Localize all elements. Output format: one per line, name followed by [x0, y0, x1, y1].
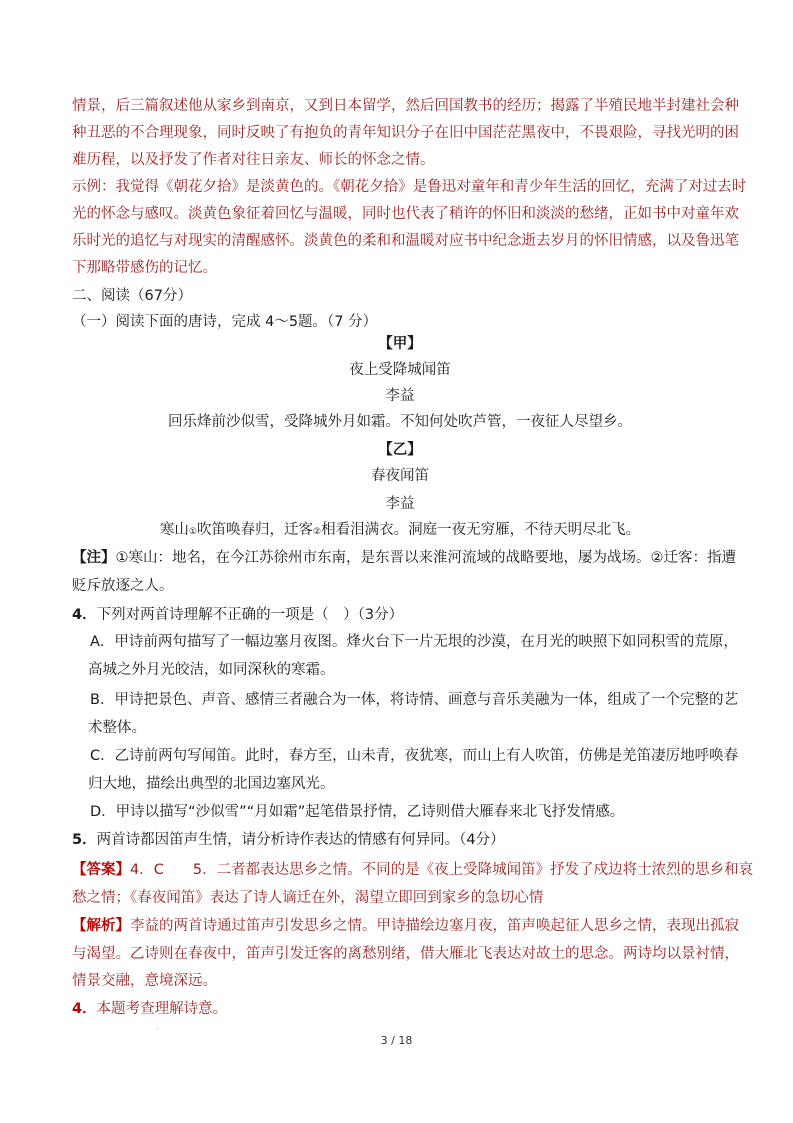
poem-text-part: 相看泪满衣。洞庭一夜无穷雁，不待天明尽北飞。	[321, 522, 641, 538]
answer-text: 4．C 5．二者都表达思乡之情。不同的是《夜上受降城闻笛》抒发了戍边将士浓烈的思乡和哀	[130, 862, 754, 878]
option-d: D．甲诗以描写“沙似雪”“月如霜”起笔借景抒情，乙诗则借大雁春来北飞抒发情感。	[90, 804, 625, 820]
option-b: B．甲诗把景色、声音、感情三者融合为一体，将诗情、画意与音乐美融为一体，组成了一个完整的艺	[90, 692, 738, 708]
poem-text-1: 回乐烽前沙似雪，受降城外月如霜。不知何处吹芦管，一夜征人尽望乡。	[168, 414, 632, 430]
page-mark: ·	[156, 1026, 159, 1034]
question-number: 5．	[72, 832, 97, 848]
page-number: 3 / 18	[380, 1034, 413, 1047]
section-heading: 二、阅读（67分）	[72, 288, 192, 304]
poem-label-yi: 【乙】	[378, 442, 422, 458]
analysis-line	[72, 916, 739, 936]
poem-title-2: 春夜闻笛	[371, 468, 429, 484]
analysis-line	[72, 999, 728, 1019]
subsection-heading: （一）阅读下面的唐诗，完成 4～5题。（7 分）	[72, 314, 378, 330]
question-4	[72, 605, 728, 625]
analysis-line: 情景交融，意境深远。	[72, 973, 217, 989]
example-text-line: 乐时光的追忆与对现实的清醒感怀。淡黄色的柔和和温暖对应书中纪念逝去岁月的怀旧情感，以及鲁迅笔	[72, 233, 739, 249]
question-text: 下列对两首诗理解不正确的一项是（ ）（3分）	[96, 607, 404, 623]
example-text-line: 示例：我觉得《朝花夕拾》是淡黄色的。《朝花夕拾》是鲁迅对童年和青少年生活的回忆，充满了对过去时	[72, 179, 747, 195]
poem-title-1: 夜上受降城闻笛	[349, 362, 451, 378]
poem-author-1: 李益	[385, 388, 415, 404]
footnote-marker: ①	[188, 527, 197, 537]
option-a-cont: 高城之外月光皎洁，如同深秋的寒霜。	[88, 662, 335, 678]
analysis-tag: 【解析】	[72, 918, 130, 934]
analysis-line: 与渴望。乙诗则在春夜中，笛声引发迁客的离愁别绪，借大雁北飞表达对故土的思念。两诗均以景衬情，	[72, 946, 739, 962]
note-tag: 【注】	[72, 550, 116, 566]
poem-label-jia: 【甲】	[378, 336, 422, 352]
note-line: 贬斥放逐之人。	[72, 578, 174, 594]
poem-text-part: 吹笛唤春归，迁客	[197, 522, 313, 538]
analysis-text: 本题考查理解诗意。	[96, 1001, 228, 1017]
note-text: ①寒山：地名，在今江苏徐州市东南，是东晋以来淮河流域的战略要地，屡为战场。②迁客：指遭	[115, 550, 736, 566]
answer-line: 愁之情；《春夜闻笛》表达了诗人谪迁在外，渴望立即回到家乡的急切心情	[72, 890, 544, 906]
question-5	[72, 830, 728, 850]
answer-tag: 【答案】	[72, 862, 130, 878]
option-c-cont: 归大地，描绘出典型的北国边塞风光。	[88, 776, 335, 792]
question-number: 4．	[72, 607, 97, 623]
poem-text-2	[72, 520, 728, 542]
example-text-line: 下那略带感伤的记忆。	[72, 260, 217, 276]
option-b-cont: 术整体。	[88, 720, 146, 736]
option-c: C．乙诗前两句写闻笛。此时，春方至，山未青，夜犹寒，而山上有人吹笛，仿佛是羌笛凄厉地呼唤春	[90, 748, 739, 764]
question-number: 4．	[72, 1001, 97, 1017]
answer-text-line: 种丑恶的不合理现象，同时反映了有抱负的青年知识分子在旧中国茫茫黑夜中，不畏艰险，寻找光明的困	[72, 125, 739, 141]
analysis-text: 李益的两首诗通过笛声引发思乡之情。甲诗描绘边塞月夜，笛声唤起征人思乡之情，表现出孤寂	[130, 918, 739, 934]
note-line	[72, 548, 736, 568]
option-a: A．甲诗前两句描写了一幅边塞月夜图。烽火台下一片无垠的沙漠，在月光的映照下如同积雪的荒原，	[90, 634, 738, 650]
answer-line	[72, 860, 754, 880]
answer-text-line: 难历程，以及抒发了作者对往日亲友、师长的怀念之情。	[72, 152, 435, 168]
answer-text-line: 情景，后三篇叙述他从家乡到南京，又到日本留学，然后回国教书的经历；揭露了半殖民地半封建社会种	[72, 98, 739, 114]
question-text: 两首诗都因笛声生情，请分析诗作表达的情感有何异同。（4分）	[96, 832, 505, 848]
example-text-line: 光的怀念与感叹。淡黄色象征着回忆与温暖，同时也代表了稍许的怀旧和淡淡的愁绪，正如书中对童年欢	[72, 206, 739, 222]
footnote-marker: ②	[313, 527, 322, 537]
poem-text-part: 寒山	[159, 522, 189, 538]
poem-author-2: 李益	[385, 496, 415, 512]
